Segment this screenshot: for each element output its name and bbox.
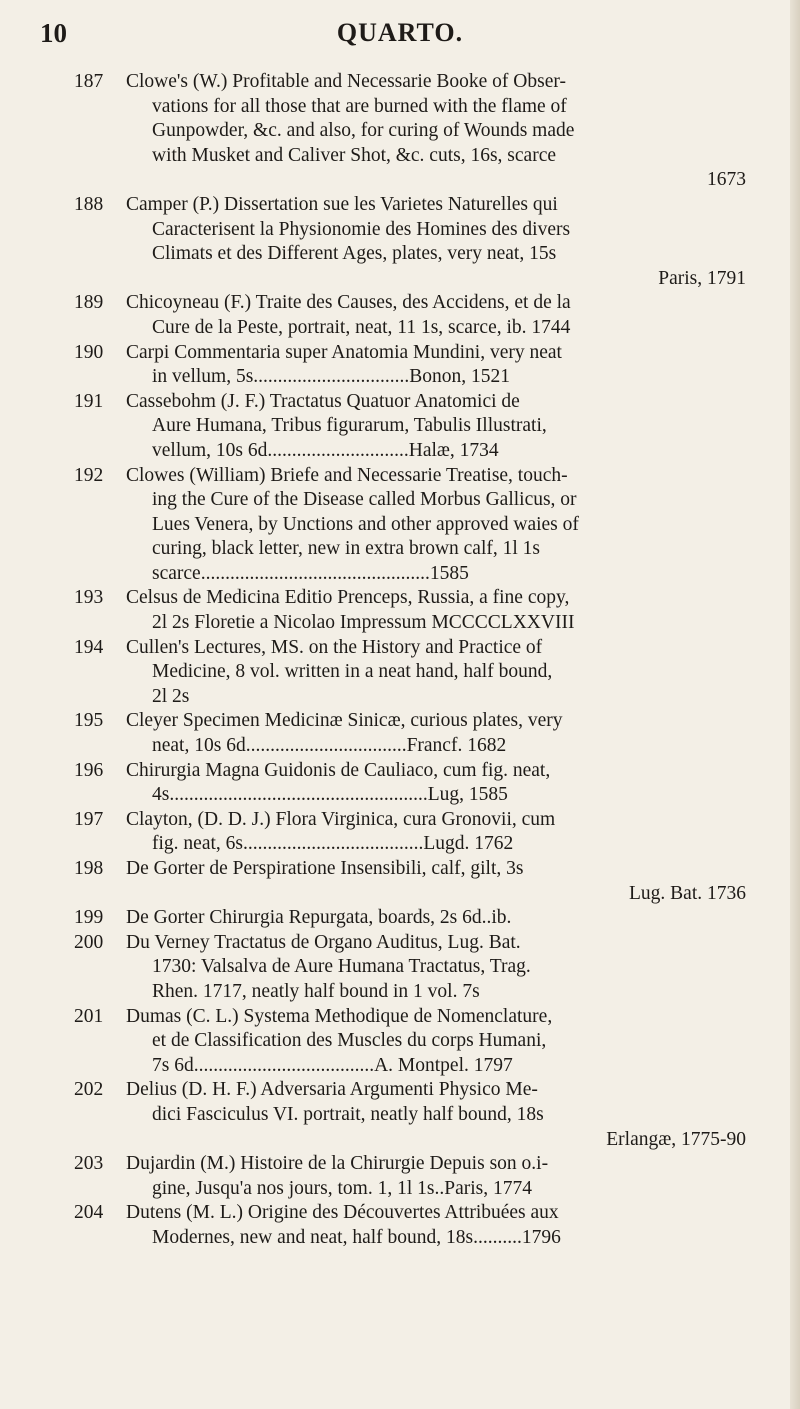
catalogue-entry (76, 1005, 776, 1079)
entry-line: et de Classification des Muscles du corps Humani, (152, 1030, 547, 1052)
entry-line: Medicine, 8 vol. written in a neat hand, half bound, (152, 661, 553, 683)
entry-line: Modernes, new and neat, half bound, 18s..........1796 (152, 1226, 561, 1248)
entry-line: Gunpowder, &c. and also, for curing of Wounds made (152, 120, 575, 142)
entry-line: Cure de la Peste, portrait, neat, 11 1s, scarce, ib. 1744 (152, 316, 571, 338)
entry-line: Lues Venera, by Unctions and other approved waies of (152, 513, 579, 535)
entry-line: gine, Jusqu'a nos jours, tom. 1, 1l 1s..Paris, 1774 (152, 1177, 532, 1199)
entry-line: Cullen's Lectures, MS. on the History and Practice of (126, 636, 543, 658)
entry-line: Clayton, (D. D. J.) Flora Virginica, cura Gronovii, cum (126, 808, 556, 830)
catalogue-entry (76, 70, 776, 193)
entry-line: scarce...............................................1585 (152, 562, 469, 584)
entry-number: 197 (74, 808, 104, 830)
catalogue-entry (76, 586, 776, 635)
catalogue-entry (76, 931, 776, 1005)
entry-number: 195 (74, 710, 104, 732)
catalogue-entry (76, 906, 776, 931)
entry-number: 202 (74, 1079, 104, 1101)
entry-line: Carpi Commentaria super Anatomia Mundini, very neat (126, 341, 562, 363)
entry-number: 198 (74, 858, 104, 879)
entry-line: ing the Cure of the Disease called Morbus Gallicus, or (152, 489, 577, 511)
catalogue-entry (76, 291, 776, 340)
catalogue-entry (76, 193, 776, 291)
catalogue-entry (76, 464, 776, 587)
catalogue-entry (76, 1152, 776, 1201)
running-head: QUARTO. (336, 18, 464, 47)
entry-line: Rhen. 1717, neatly half bound in 1 vol. 7s (152, 980, 480, 1002)
entry-line: Dutens (M. L.) Origine des Découvertes Attribuées aux (126, 1202, 559, 1224)
entry-line: Clowe's (W.) Profitable and Necessarie Booke of Obser- (126, 71, 566, 92)
catalogue-entry (76, 390, 776, 464)
entry-number: 191 (74, 390, 104, 412)
entry-line: Cassebohm (J. F.) Tractatus Quatuor Anatomici de (126, 390, 520, 412)
entry-number: 194 (74, 636, 104, 658)
page-edge (790, 0, 800, 1409)
entry-line: Delius (D. H. F.) Adversaria Argumenti Physico Me- (126, 1079, 538, 1101)
entry-line: neat, 10s 6d.................................Francf. 1682 (152, 735, 507, 757)
entry-line: dici Fasciculus VI. portrait, neatly half bound, 18s (152, 1103, 544, 1125)
entry-line: Caracterisent la Physionomie des Homines des divers (152, 218, 571, 240)
entry-line: De Gorter Chirurgia Repurgata, boards, 2s 6d..ib. (126, 907, 512, 929)
catalogue-entry (76, 759, 776, 808)
entry-line: 2l 2s (152, 685, 190, 707)
entry-line: with Musket and Caliver Shot, &c. cuts, 16s, scarce (152, 144, 557, 166)
entry-line: Du Verney Tractatus de Organo Auditus, Lug. Bat. (126, 931, 521, 953)
entry-number: 200 (74, 931, 104, 953)
entry-line: 2l 2s Floretie a Nicolao Impressum MCCCCLXXVIII (152, 612, 575, 634)
entry-imprint: Lug. Bat. 1736 (629, 882, 746, 904)
entry-line: in vellum, 5s................................Bonon, 1521 (152, 366, 511, 388)
entry-number: 196 (74, 759, 104, 781)
entry-line: vellum, 10s 6d.............................Halæ, 1734 (152, 439, 499, 461)
entry-imprint: Paris, 1791 (658, 267, 746, 289)
entry-line: Celsus de Medicina Editio Prenceps, Russia, a fine copy, (126, 587, 570, 609)
entry-number: 187 (74, 71, 104, 92)
entry-line: 7s 6d.....................................A. Montpel. 1797 (152, 1054, 513, 1076)
page-number: 10 (40, 18, 67, 48)
catalogue-entry (76, 709, 776, 758)
entry-number: 188 (74, 193, 104, 215)
entry-number: 192 (74, 464, 104, 486)
entry-line: Dumas (C. L.) Systema Methodique de Nomenclature, (126, 1005, 553, 1027)
entry-number: 193 (74, 587, 104, 609)
entry-number: 203 (74, 1153, 104, 1175)
catalogue-entry (76, 1078, 776, 1152)
entry-imprint: Erlangæ, 1775-90 (606, 1128, 746, 1150)
entry-line: Aure Humana, Tribus figurarum, Tabulis Illustrati, (152, 415, 547, 437)
catalogue-entry (76, 636, 776, 710)
entry-line: Climats et des Different Ages, plates, very neat, 15s (152, 243, 557, 265)
entry-number: 199 (74, 907, 104, 929)
entry-number: 204 (74, 1202, 104, 1224)
catalogue-entry (76, 857, 776, 906)
entry-line: 4s.....................................................Lug, 1585 (152, 784, 508, 806)
entry-line: Dujardin (M.) Histoire de la Chirurgie Depuis son o.i- (126, 1153, 549, 1175)
entry-number: 189 (74, 292, 104, 314)
entry-imprint: 1673 (707, 169, 746, 191)
entry-line: Camper (P.) Dissertation sue les Varietes Naturelles qui (126, 193, 558, 215)
entry-number: 190 (74, 341, 104, 363)
entry-line: Cleyer Specimen Medicinæ Sinicæ, curious plates, very (126, 710, 563, 732)
catalogue-entry (76, 808, 776, 857)
entry-number: 201 (74, 1005, 104, 1027)
entry-line: Clowes (William) Briefe and Necessarie Treatise, touch- (126, 464, 568, 486)
catalogue-entry (76, 1201, 776, 1250)
entry-line: Chirurgia Magna Guidonis de Cauliaco, cum fig. neat, (126, 759, 551, 781)
entry-line: Chicoyneau (F.) Traite des Causes, des Accidens, et de la (126, 292, 571, 314)
entry-line: curing, black letter, new in extra brown calf, 1l 1s (152, 538, 541, 560)
page-header (40, 18, 760, 58)
entry-line: fig. neat, 6s.....................................Lugd. 1762 (152, 833, 514, 855)
catalogue-entries (76, 70, 776, 1251)
entry-line: De Gorter de Perspiratione Insensibili, calf, gilt, 3s (126, 858, 524, 879)
catalogue-entry (76, 341, 776, 390)
entry-line: vations for all those that are burned with the flame of (152, 95, 567, 117)
entry-line: 1730: Valsalva de Aure Humana Tractatus, Trag. (152, 956, 531, 978)
